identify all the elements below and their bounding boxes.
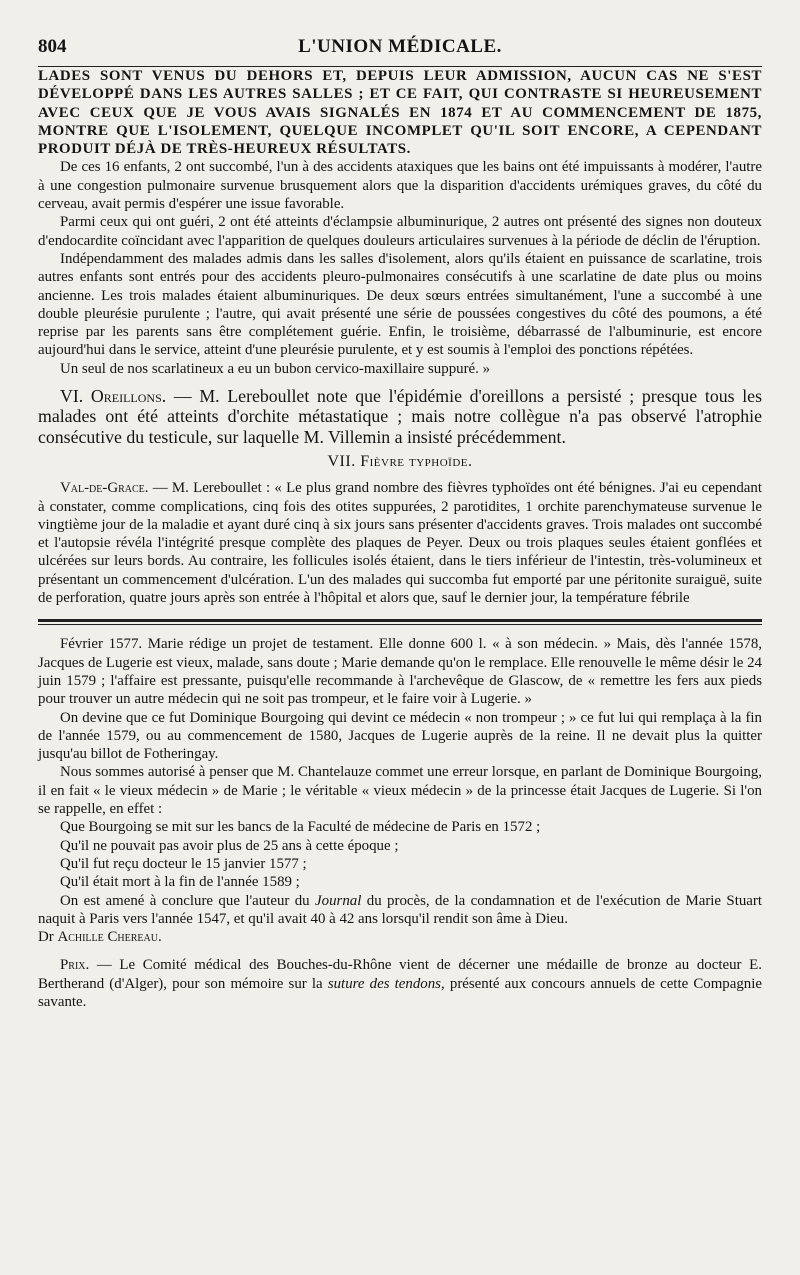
main-article — [38, 67, 762, 607]
section-oreillons — [38, 386, 762, 447]
prix-italic: suture des tendons — [327, 975, 441, 992]
feuilleton-paragraph-3: Nous sommes autorisé à penser que M. Chantelauze commet une erreur lorsque, en parlant de Dominique Bourgoing, il en fait « le vieux médecin » de Marie ; le véritable « vieux médecin » de la princesse était Jacques de Lugerie. Si l'on se rappelle, en effet : — [38, 764, 762, 818]
running-title: L'UNION MÉDICALE. — [298, 36, 502, 57]
prix-text-a: — Le Comité médical des Bouches-du-Rhône vient de décerner une médaille de bronze au docteur E. Bertherand (d'Alger), pour son mémoire sur la — [38, 957, 762, 992]
feuilleton — [38, 635, 762, 1011]
paragraph-isolation: Indépendamment des malades admis dans les salles d'isolement, alors qu'ils étaient en puissance de scarlatine, trois autres enfants sont entrés pour des accidents pleuro-pulmonaires consécutifs à une scarlatine de date plus ou moins ancienne. Les trois malades étaient albuminuriques. De deux sœurs entrées simultanément, l'une a succombé à une double pleurésie purulente ; l'autre, qui avait présenté une série de poussées congestives du côté des poumons, a été reprise par les parents sans être complétement guérie. Enfin, le troisième, débarrassé de l'albuminurie, est encore aujourd'hui dans le service, atteint d'une pleurésie purulente, et y est soumis à l'emploi des ponctions répétées. — [38, 250, 762, 359]
signature-name: Achille Chereau. — [57, 929, 162, 946]
conclusion-text-a: On est amené à conclure que l'auteur du — [60, 892, 316, 909]
journal-title: Journal — [315, 892, 362, 909]
prix-text-b: , présenté aux concours annuels de cette Compagnie savante. — [38, 975, 762, 1010]
list-line: Que Bourgoing se mit sur les bancs de la Faculté de médecine de Paris en 1572 ; — [60, 819, 541, 836]
val-de-grace-label: Val-de-Grace. — [60, 480, 149, 497]
section-oreillons-text: — M. Lereboullet note que l'épidémie d'oreillons a persisté ; presque tous les malades ont été atteints d'orchite métastatique ; mais notre collègue n'a pas observé l'atrophie consécutive du testicule, sur laquelle M. Villemin a insisté précédemment. — [38, 386, 762, 447]
val-de-grace-text: — M. Lereboullet : « Le plus grand nombre des fièvres typhoïdes ont été bénignes. J'ai eu cependant à constater, comme complications, cinq fois des otites suppurées, 2 parotidites, 1 orchite parenchymateuse survenue le vingtième jour de la maladie et ayant duré cinq à six jours sans présenter d'accidents graves. Trois malades ont succombé et l'autopsie révéla l'intégrité presque complète des plaques de Peyer. Deux ou trois plaques seules étaient gonflées et ulcérées sur leurs bords. Au contraire, les follicules isolés étaient, dans le tiers inférieur de l'intestin, très-volumineux et présentant un commencement d'ulcération. L'un des malades qui succomba fut emporté par une péritonite suraiguë, suite de perforation, quatre jours après son entrée à l'hôpital et alors que, sauf le dernier jour, la température fébrile — [38, 480, 762, 607]
list-line: Qu'il était mort à la fin de l'année 1589 ; — [60, 874, 300, 891]
list-line: Qu'il ne pouvait pas avoir plus de 25 ans à cette époque ; — [60, 837, 399, 854]
lead-paragraph: LADES SONT VENUS DU DEHORS ET, DEPUIS LEUR ADMISSION, AUCUN CAS NE S'EST DÉVELOPPÉ DANS LES AUTRES SALLES ; ET CE FAIT, QUI CONTRASTE SI HEUREUSEMENT AVEC CEUX QUE JE VOUS AVAIS SIGNALÉS EN 1874 ET AU COMMENCEMENT DE 1875, MONTRE QUE L'ISOLEMENT, QUELQUE INCOMPLET QU'IL SOIT ENCORE, A CEPENDANT PRODUIT DÉJÀ DE TRÈS-HEUREUX RÉSULTATS. — [38, 68, 762, 158]
page-header — [38, 34, 762, 66]
paragraph-val-de-grace — [38, 479, 762, 607]
conclusion-text-b: du procès, de la condamnation et de l'exécution de Marie Stuart naquit à Paris vers l'année 1547, et qu'il avait 40 à 42 ans lorsqu'il rendit son âme à Dieu. — [38, 892, 762, 927]
prix-label: Prix. — [60, 957, 90, 974]
paragraph-cured: Parmi ceux qui ont guéri, 2 ont été atteints d'éclampsie albuminurique, 2 autres ont présenté des signes non douteux d'endocardite coïncidant avec l'apparition de quelques douleurs articulaires survenues à la période de déclin de l'éruption. — [38, 214, 762, 249]
signature-title: Dr — [38, 929, 54, 946]
paragraph-deaths: De ces 16 enfants, 2 ont succombé, l'un à des accidents ataxiques que les bains ont été impuissants à modérer, l'autre à une congestion pulmonaire survenue brusquement alors que la disparition d'accidents urémiques graves, du côté du cerveau, avait permis d'espérer une issue favorable. — [38, 159, 762, 213]
feuilleton-separator — [38, 619, 762, 625]
feuilleton-paragraph-2: On devine que ce fut Dominique Bourgoing qui devint ce médecin « non trompeur ; » ce fut lui qui remplaça à la fin de l'année 1579, ou au commencement de 1580, Jacques de Lugerie auprès de la reine. Il ne devait plus la quitter jusqu'au billot de Fotheringay. — [38, 709, 762, 763]
prix-notice — [38, 956, 762, 1011]
section-typhoide-roman: VII. — [327, 453, 356, 471]
feuilleton-conclusion — [38, 892, 762, 929]
section-typhoide-title — [38, 453, 762, 471]
page-number: 804 — [38, 36, 67, 57]
paragraph-bubon: Un seul de nos scarlatineux a eu un bubon cervico-maxillaire suppuré. » — [60, 360, 491, 377]
section-oreillons-heading: VI. Oreillons. — [60, 386, 167, 407]
list-line: Qu'il fut reçu docteur le 15 janvier 1577 ; — [60, 855, 307, 872]
section-typhoide-name: Fièvre typhoïde. — [360, 453, 473, 471]
author-signature — [38, 928, 762, 946]
feuilleton-paragraph-1: Février 1577. Marie rédige un projet de testament. Elle donne 600 l. « à son médecin. » Mais, dès l'année 1578, Jacques de Lugerie est vieux, malade, sans doute ; Marie demande qu'on le remplace. Elle renouvelle le même désir le 24 juin 1579 ; l'affaire est pressante, puisqu'elle recommande à l'archevêque de Glascow, de « remettre les fers aux pieds pour trouver un autre médecin qui ne soit pas trompeur, et le faire voir à Lugerie. » — [38, 636, 762, 708]
